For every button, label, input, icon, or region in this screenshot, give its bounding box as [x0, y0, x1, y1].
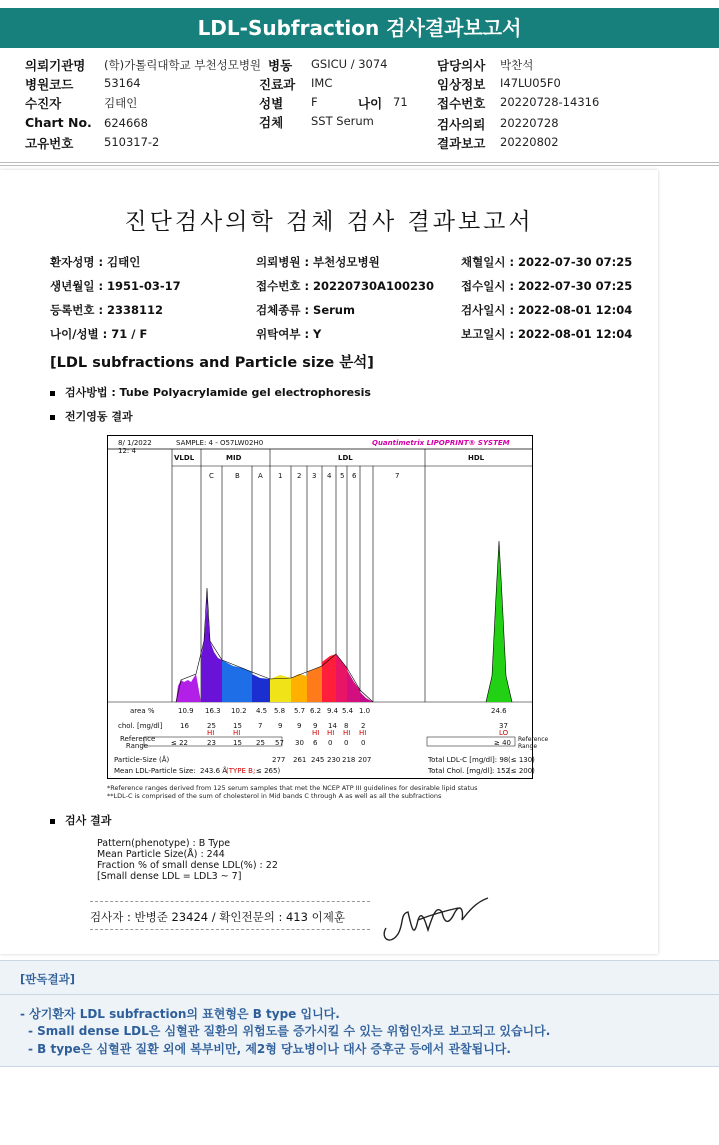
- ref-value: 6: [313, 739, 318, 747]
- vldl-label: VLDL: [174, 454, 195, 462]
- electro-bullet: [50, 408, 133, 424]
- result-title: 검사 결과: [65, 814, 112, 827]
- judgment-line: - Small dense LDL은 심혈관 질환의 위험도를 증가시킬 수 있는 위험인자로 보고되고 있습니다.: [28, 1024, 551, 1038]
- field-tested: 검사일시 : 2022-08-01 12:04: [461, 303, 633, 317]
- band-a: A: [258, 472, 263, 480]
- ldl-label: LDL: [338, 454, 353, 462]
- chol-value: 2: [361, 722, 366, 730]
- chart-label: Chart No.: [25, 115, 92, 130]
- clinical-value: I47LU05F0: [500, 76, 561, 90]
- method-text: 검사방법 : Tube Polyacrylamide gel electrophoresis: [65, 386, 371, 399]
- signature-rule-top: [90, 901, 370, 902]
- unique-value: 510317-2: [104, 135, 160, 149]
- request-label: 검사의뢰: [437, 117, 486, 132]
- area-value: 16.3: [205, 707, 221, 715]
- mean-size-ref: ≤ 265): [256, 767, 281, 775]
- hi-flag: HI: [312, 729, 320, 737]
- chol-value: 25: [207, 722, 216, 730]
- hospital-label: 의뢰기관명: [25, 58, 86, 73]
- chol-value: 9: [313, 722, 318, 730]
- area-value: 6.2: [310, 707, 322, 715]
- patient-value: 김태인: [104, 96, 138, 110]
- band-5: 5: [340, 472, 345, 480]
- area-value: 5.7: [294, 707, 306, 715]
- hi-flag: HI: [359, 729, 367, 737]
- area-value: 10.9: [178, 707, 194, 715]
- inspector-line: 검사자 : 반병준 23424 / 확인전문의 : 413 이제훈: [90, 910, 345, 924]
- ref-value: 57: [275, 739, 284, 747]
- judgment-line: - 상기환자 LDL subfraction의 표현형은 B type 입니다.: [20, 1007, 340, 1021]
- chol-value: 8: [344, 722, 349, 730]
- age-value: 71: [393, 95, 408, 109]
- psize-value: 277: [272, 756, 286, 764]
- gel-brand: Quantimetrix LIPOPRINT® SYSTEM: [372, 439, 510, 447]
- judgment-line: - B type은 심혈관 질환 외에 복부비만, 제2형 당뇨병이나 대사 증후군 등에서 관찰됩니다.: [28, 1042, 511, 1056]
- footnote: **LDL-C is comprised of the sum of cholesterol in Mid bands C through A as well as all the subfractions: [107, 792, 442, 800]
- chol-value: 9: [297, 722, 302, 730]
- field-birth: 생년월일 : 1951-03-17: [50, 279, 181, 293]
- code-label: 병원코드: [25, 77, 74, 92]
- ref-value: 23: [207, 739, 216, 747]
- band-4: 4: [327, 472, 332, 480]
- hdl-label: HDL: [468, 454, 485, 462]
- specimen-value: SST Serum: [311, 114, 374, 128]
- band-6: 6: [352, 472, 357, 480]
- field-regno: 등록번호 : 2338112: [50, 303, 164, 317]
- field-reported: 보고일시 : 2022-08-01 12:04: [461, 327, 633, 341]
- code-value: 53164: [104, 76, 141, 90]
- ref-value: 0: [344, 739, 349, 747]
- chol-value: 14: [328, 722, 337, 730]
- mean-size-value: 243.6 Å: [200, 767, 228, 775]
- report-date-label: 결과보고: [437, 136, 486, 151]
- chol-value: 16: [180, 722, 189, 730]
- mean-size-type: (TYPE B;: [226, 767, 256, 775]
- band-c: C: [209, 472, 214, 480]
- area-value: 5.8: [274, 707, 286, 715]
- method-bullet: [50, 384, 371, 400]
- field-agesex: 나이/성별 : 71 / F: [50, 327, 148, 341]
- total-ldlc-ref: (≤ 130): [508, 756, 535, 764]
- ward-value: GSICU / 3074: [311, 57, 388, 71]
- hi-flag: HI: [207, 729, 215, 737]
- chart-value: 624668: [104, 116, 148, 130]
- ref-value: 25: [256, 739, 265, 747]
- field-receipt: 접수번호 : 20220730A100230: [256, 279, 434, 293]
- field-received: 접수일시 : 2022-07-30 07:25: [461, 279, 633, 293]
- chol-value: 9: [278, 722, 283, 730]
- psize-value: 230: [327, 756, 341, 764]
- result-text: [97, 838, 278, 882]
- ref-value: 0: [361, 739, 366, 747]
- result-bullet: [50, 812, 111, 828]
- field-hospital: 의뢰병원 : 부천성모병원: [256, 255, 380, 269]
- receipt-value: 20220728-14316: [500, 95, 600, 109]
- sex-label: 성별: [259, 96, 284, 111]
- electro-text: 전기영동 결과: [65, 410, 133, 423]
- ref-value: 15: [233, 739, 242, 747]
- section-title: [LDL subfractions and Particle size 분석]: [50, 355, 374, 371]
- band-7: 7: [395, 472, 400, 480]
- total-chol: Total Chol. [mg/dl]: 152: [428, 767, 510, 775]
- psize-label: Particle-Size (Å): [114, 756, 170, 764]
- judgment-title: [판독결과]: [20, 972, 75, 986]
- ref-right-label: Reference Range: [518, 736, 549, 750]
- ref-value: 30: [295, 739, 304, 747]
- chol-value: 7: [258, 722, 263, 730]
- specimen-label: 검체: [259, 115, 284, 130]
- chol-label: chol. [mg/dl]: [118, 722, 163, 730]
- chol-value: 15: [233, 722, 242, 730]
- doctor-label: 담당의사: [437, 58, 486, 73]
- total-chol-ref: (≤ 200): [508, 767, 535, 775]
- hi-flag: HI: [233, 729, 241, 737]
- band-3: 3: [312, 472, 317, 480]
- gel-time: 12: 4: [118, 447, 136, 455]
- hi-flag: HI: [343, 729, 351, 737]
- psize-value: 218: [342, 756, 356, 764]
- psize-value: 207: [358, 756, 372, 764]
- request-value: 20220728: [500, 116, 559, 130]
- clinical-label: 임상정보: [437, 77, 486, 92]
- gel-footnotes: [107, 784, 478, 800]
- age-label: 나이: [358, 96, 383, 111]
- patient-label: 수진자: [25, 96, 62, 111]
- field-patient: 환자성명 : 김태인: [50, 255, 141, 269]
- doctor-value: 박찬석: [500, 58, 534, 72]
- area-value: 9.4: [327, 707, 339, 715]
- area-label: area %: [130, 707, 155, 715]
- unique-label: 고유번호: [25, 136, 74, 151]
- area-value: 4.5: [256, 707, 268, 715]
- field-consign: 위탁여부 : Y: [256, 327, 322, 341]
- ref-value: 0: [328, 739, 333, 747]
- patient-info-panel: [0, 52, 719, 162]
- chol-hdl-value: 37: [499, 722, 508, 730]
- ref-label: Reference Range: [120, 735, 156, 750]
- judgment-divider: [0, 994, 719, 995]
- area-value: 1.0: [359, 707, 371, 715]
- hospital-value: (학)가톨릭대학교 부천성모병원: [104, 58, 262, 72]
- mean-size-label: Mean LDL-Particle Size:: [114, 767, 196, 775]
- total-ldlc: Total LDL-C [mg/dl]: 98: [428, 756, 509, 764]
- dept-label: 진료과: [259, 77, 296, 92]
- psize-value: 261: [293, 756, 307, 764]
- lab-report-image: [0, 170, 658, 954]
- area-hdl-value: 24.6: [491, 707, 507, 715]
- lo-flag: LO: [499, 729, 509, 737]
- mid-label: MID: [226, 454, 242, 462]
- field-collect: 채혈일시 : 2022-07-30 07:25: [461, 255, 633, 269]
- judgment-panel: [0, 960, 719, 1067]
- ward-label: 병동: [268, 58, 293, 73]
- band-1: 1: [278, 472, 283, 480]
- electrophoresis-chart: [107, 435, 549, 779]
- result-line: Fraction % of small dense LDL(%) : 22: [97, 860, 278, 871]
- ref-value: ≤ 22: [171, 739, 188, 747]
- report-header: LDL-Subfraction 검사결과보고서: [0, 8, 719, 48]
- dept-value: IMC: [311, 76, 333, 90]
- result-line: Mean Particle Size(Å) : 244: [97, 849, 225, 860]
- info-divider: [0, 162, 719, 166]
- field-specimen: 검체종류 : Serum: [256, 303, 355, 317]
- report-title: 진단검사의학 검체 검사 결과보고서: [124, 209, 534, 235]
- area-value: 5.4: [342, 707, 354, 715]
- psize-value: 245: [311, 756, 325, 764]
- band-2: 2: [297, 472, 302, 480]
- hi-flag: HI: [327, 729, 335, 737]
- ref-hdl-value: ≥ 40: [494, 739, 511, 747]
- area-value: 10.2: [231, 707, 247, 715]
- result-line: [Small dense LDL = LDL3 ~ 7]: [97, 871, 242, 882]
- footnote: *Reference ranges derived from 125 serum samples that met the NCEP ATP III guidelines for desirable lipid status: [107, 784, 478, 792]
- result-line: Pattern(phenotype) : B Type: [97, 838, 231, 849]
- signature-image: [378, 890, 498, 950]
- band-b: B: [235, 472, 240, 480]
- report-date-value: 20220802: [500, 135, 559, 149]
- receipt-label: 접수번호: [437, 96, 486, 111]
- signature-rule-bottom: [90, 929, 370, 930]
- sex-value: F: [311, 95, 318, 109]
- gel-sample: SAMPLE: 4 - O57LW02H0: [176, 439, 264, 447]
- gel-date: 8/ 1/2022: [118, 439, 152, 447]
